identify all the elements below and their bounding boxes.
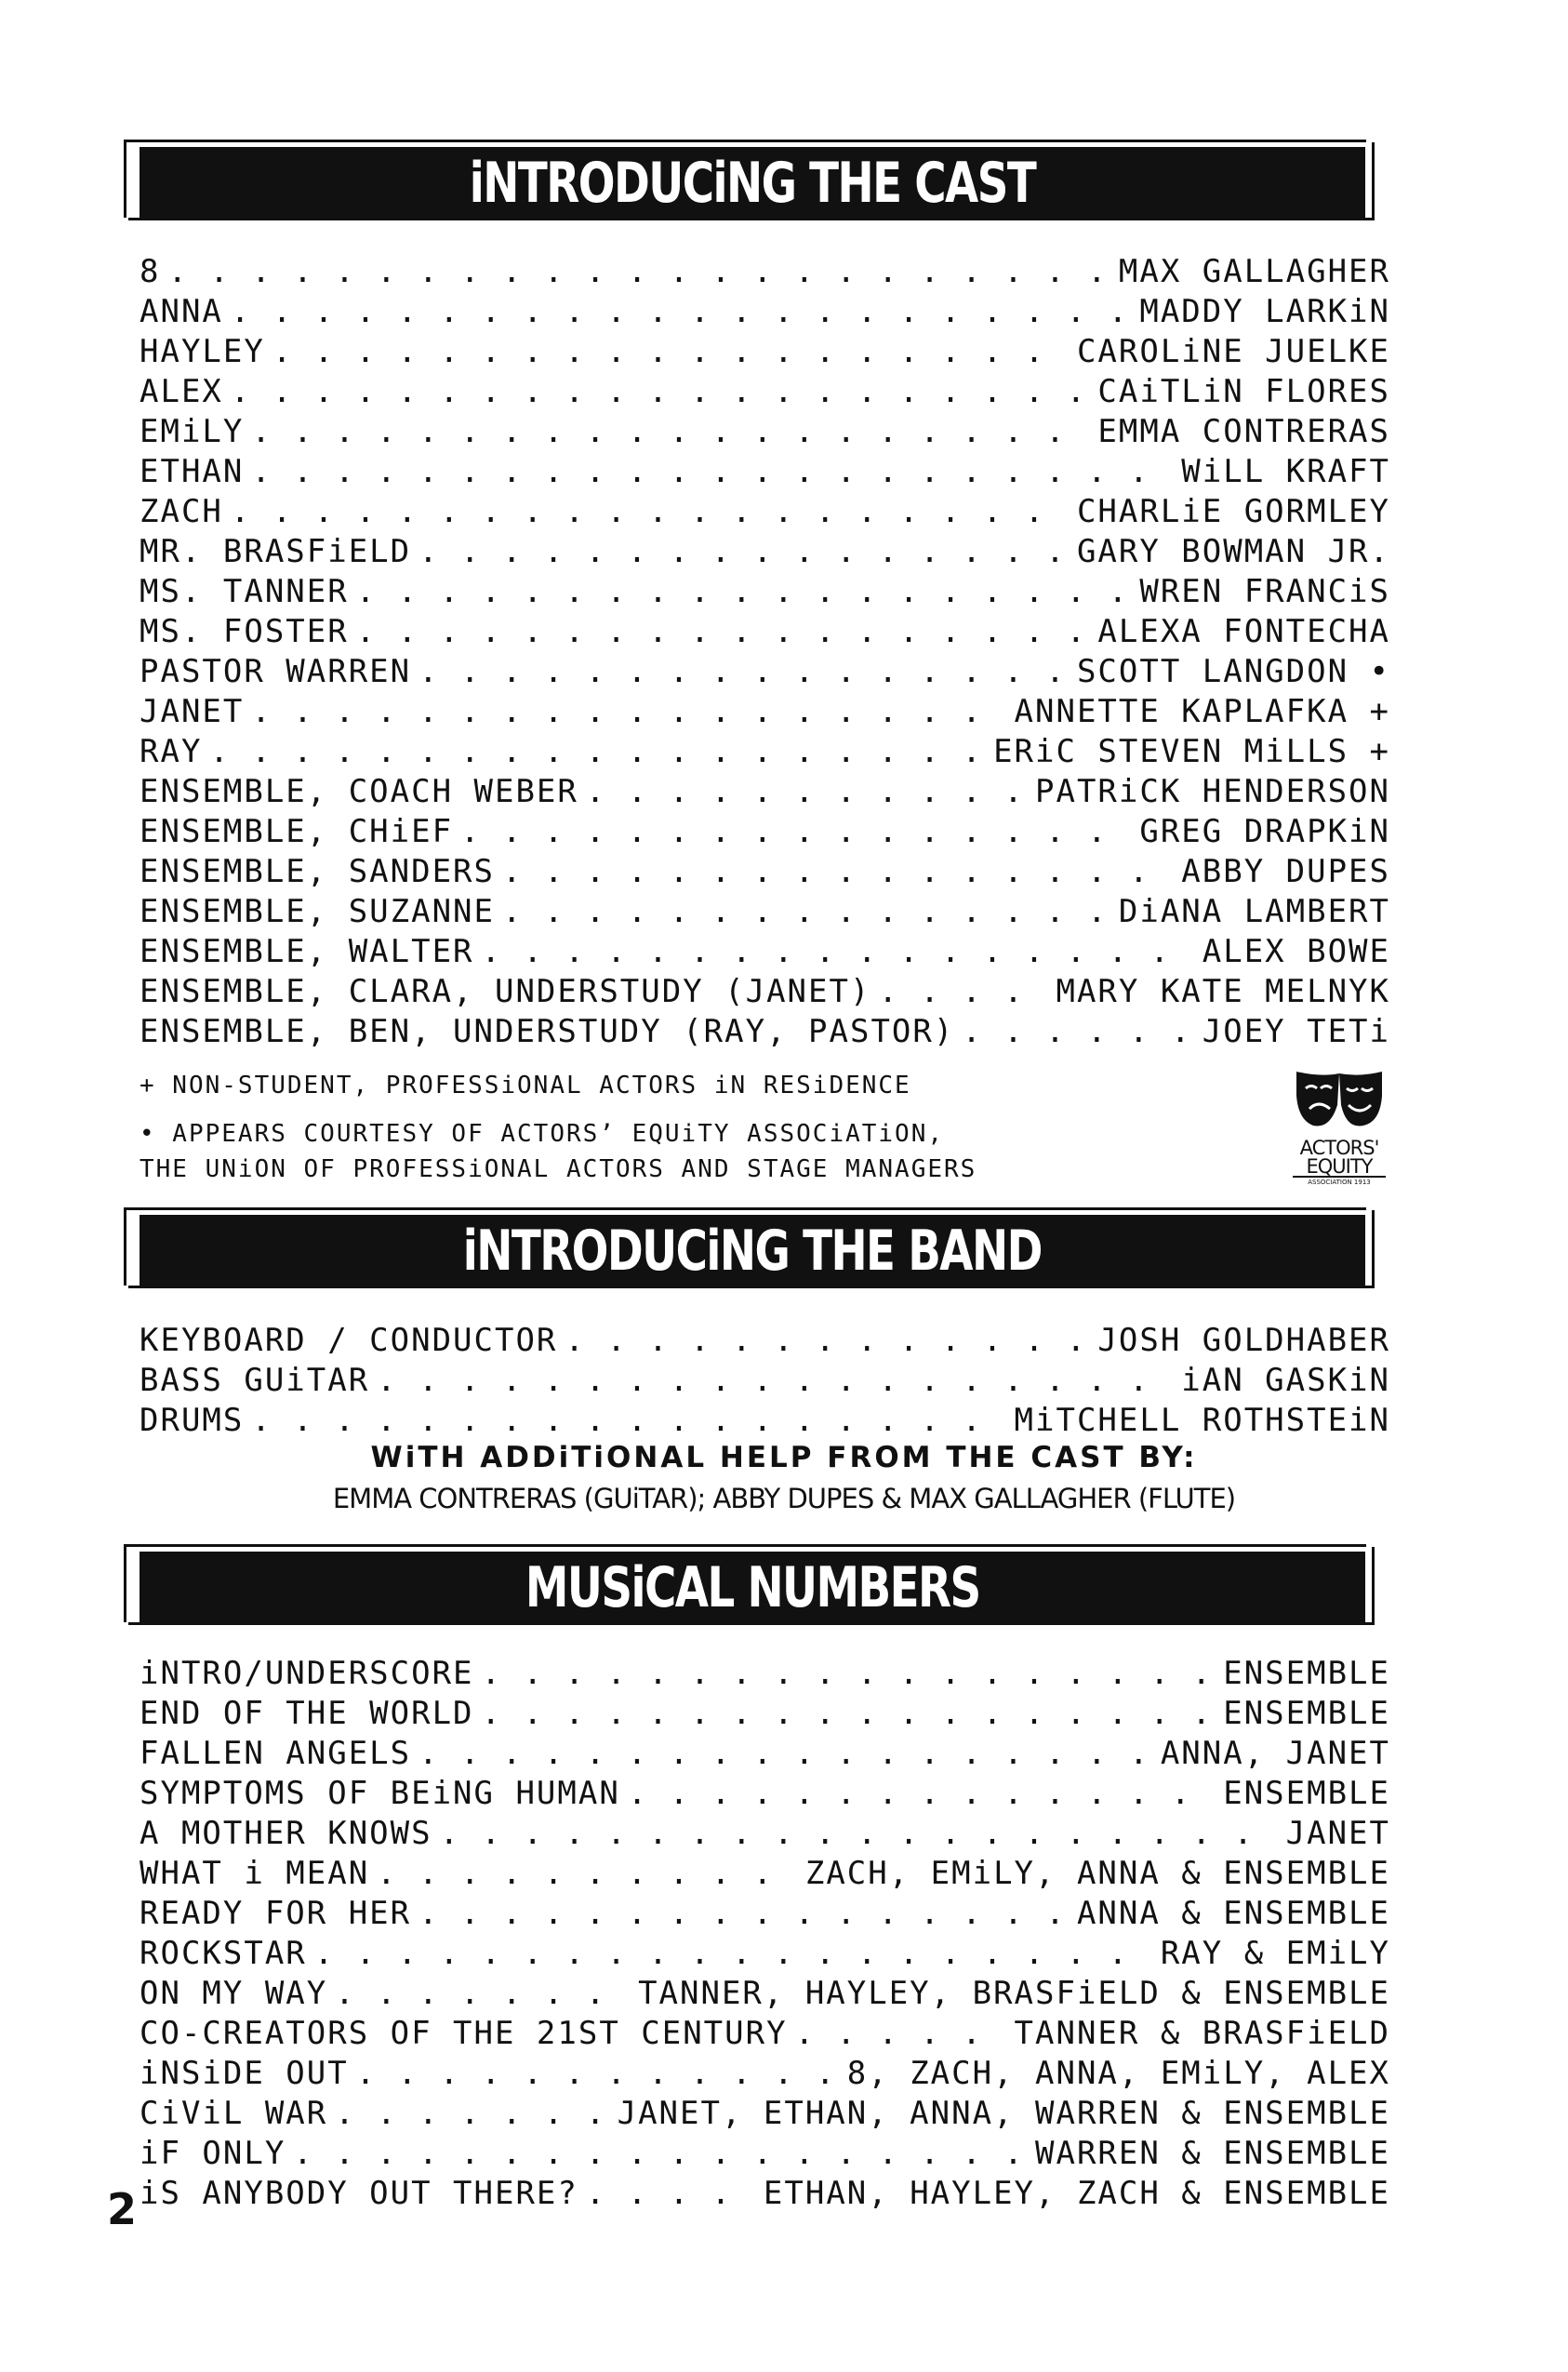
cast-row-right: MADDY LARKiN <box>1139 293 1390 330</box>
musical-number-row <box>140 1694 1390 1734</box>
dot-leader <box>231 292 1132 332</box>
musical-number-row-left: CiViL WAR <box>140 2095 328 2132</box>
musical-number-row <box>140 1734 1390 1774</box>
dot-leader <box>377 1361 1174 1401</box>
cast-row-right: ABBY DUPES <box>1181 853 1390 890</box>
musical-numbers-list <box>140 1654 1390 2214</box>
cast-row <box>140 332 1390 372</box>
musical-number-row-right: JANET, ETHAN, ANNA, WARREN & ENSEMBLE <box>617 2095 1390 2132</box>
cast-row <box>140 292 1390 332</box>
musical-number-row-left: iS ANYBODY OUT THERE? <box>140 2175 578 2212</box>
dot-leader <box>377 1854 798 1894</box>
cast-row <box>140 692 1390 732</box>
actors-equity-logo <box>1293 1068 1386 1184</box>
musical-number-row-right: ZACH, EMiLY, ANNA & ENSEMBLE <box>804 1855 1390 1892</box>
dot-leader <box>502 892 1111 932</box>
band-row-right: MiTCHELL ROTHSTEiN <box>1014 1402 1390 1439</box>
dot-leader <box>482 932 1195 972</box>
cast-row <box>140 812 1390 852</box>
cast-row <box>140 932 1390 972</box>
dot-leader <box>502 852 1174 892</box>
cast-row <box>140 252 1390 292</box>
cast-row-left: ENSEMBLE, COACH WEBER <box>140 773 578 810</box>
musical-number-row-left: CO-CREATORS OF THE 21ST CENTURY <box>140 2015 788 2052</box>
cast-row-right: ALEXA FONTECHA <box>1097 613 1390 650</box>
dot-leader <box>356 572 1133 612</box>
cast-row <box>140 372 1390 412</box>
dot-leader <box>356 612 1091 652</box>
dot-leader <box>251 1401 1006 1441</box>
musical-number-row <box>140 2094 1390 2134</box>
cast-row-left: ENSEMBLE, WALTER <box>140 933 474 970</box>
dot-leader <box>795 2014 1007 2054</box>
theatre-masks-icon <box>1293 1068 1386 1135</box>
dot-leader <box>356 2054 840 2094</box>
cast-row-left: ALEX <box>140 373 223 410</box>
musical-number-row <box>140 1854 1390 1894</box>
cast-row-right: MAX GALLAGHER <box>1118 253 1390 290</box>
dot-leader <box>419 1894 1070 1934</box>
cast-row-right: CAROLiNE JUELKE <box>1076 333 1390 370</box>
cast-row-left: ENSEMBLE, CHiEF <box>140 813 454 850</box>
cast-row-right: CAiTLiN FLORES <box>1097 373 1390 410</box>
musical-number-row-left: WHAT i MEAN <box>140 1855 370 1892</box>
musical-number-row-left: A MOTHER KNOWS <box>140 1815 432 1852</box>
band-row-left: KEYBOARD / CONDUCTOR <box>140 1322 558 1359</box>
cast-row-left: ETHAN <box>140 453 245 490</box>
cast-row-left: RAY <box>140 733 203 770</box>
musical-number-row <box>140 2014 1390 2054</box>
cast-row-right: WiLL KRAFT <box>1181 453 1390 490</box>
band-heading: iNTRODUCiNG THE BAND <box>140 1215 1365 1287</box>
musical-number-row <box>140 1894 1390 1934</box>
cast-row-left: ZACH <box>140 493 223 530</box>
cast-row-left: MS. TANNER <box>140 573 349 610</box>
musical-number-row <box>140 1654 1390 1694</box>
note-professional-actors: + NON-STUDENT, PROFESSiONAL ACTORS iN RESiDENCE <box>140 1072 911 1099</box>
dot-leader <box>962 1012 1194 1052</box>
additional-help-heading: WiTH ADDiTiONAL HELP FROM THE CAST BY: <box>370 1441 1198 1474</box>
dot-leader <box>293 2134 1028 2174</box>
cast-row <box>140 852 1390 892</box>
musical-number-row-left: iNSiDE OUT <box>140 2055 349 2092</box>
cast-row-left: ENSEMBLE, SUZANNE <box>140 893 495 930</box>
cast-row-right: CHARLiE GORMLEY <box>1076 493 1390 530</box>
band-row <box>140 1361 1390 1401</box>
dot-leader <box>878 972 1048 1012</box>
cast-row <box>140 452 1390 492</box>
cast-row <box>140 492 1390 532</box>
cast-row-right: GARY BOWMAN JR. <box>1076 533 1390 570</box>
musical-number-row <box>140 1774 1390 1814</box>
cast-row-left: ANNA <box>140 293 223 330</box>
dot-leader <box>482 1654 1216 1694</box>
dot-leader <box>314 1934 1153 1974</box>
cast-row <box>140 652 1390 692</box>
band-banner <box>124 1207 1375 1288</box>
musical-number-row <box>140 2134 1390 2174</box>
band-list <box>140 1321 1390 1441</box>
page-number: 2 <box>107 2184 138 2234</box>
musical-number-row-right: WARREN & ENSEMBLE <box>1035 2135 1390 2172</box>
dot-leader <box>167 252 1110 292</box>
cast-row-left: ENSEMBLE, BEN, UNDERSTUDY (RAY, PASTOR) <box>140 1013 955 1050</box>
cast-row-left: ENSEMBLE, SANDERS <box>140 853 495 890</box>
musical-number-row-left: iF ONLY <box>140 2135 286 2172</box>
dot-leader <box>272 332 1070 372</box>
cast-row <box>140 612 1390 652</box>
dot-leader <box>419 652 1070 692</box>
cast-row-right: JOEY TETi <box>1202 1013 1390 1050</box>
numbers-banner <box>124 1544 1375 1625</box>
cast-row-right: GREG DRAPKiN <box>1139 813 1390 850</box>
musical-number-row-left: ROCKSTAR <box>140 1935 307 1972</box>
cast-row <box>140 412 1390 452</box>
musical-number-row <box>140 1814 1390 1854</box>
musical-number-row-right: ENSEMBLE <box>1223 1775 1390 1812</box>
musical-number-row-right: TANNER & BRASFiELD <box>1014 2015 1390 2052</box>
musical-number-row-left: ON MY WAY <box>140 1975 328 2012</box>
cast-row <box>140 532 1390 572</box>
cast-row-right: EMMA CONTRERAS <box>1097 413 1390 450</box>
equity-logo-line3: ASSOCIATION 1913 <box>1308 1179 1371 1186</box>
dot-leader <box>460 812 1132 852</box>
cast-row-right: ERiC STEVEN MiLLS + <box>993 733 1390 770</box>
note-equity-courtesy-2: THE UNiON OF PROFESSiONAL ACTORS AND STAGE MANAGERS <box>140 1155 977 1183</box>
musical-number-row-right: ETHAN, HAYLEY, ZACH & ENSEMBLE <box>763 2175 1390 2212</box>
cast-row-right: PATRiCK HENDERSON <box>1035 773 1390 810</box>
musical-number-row-left: SYMPTOMS OF BEiNG HUMAN <box>140 1775 620 1812</box>
dot-leader <box>440 1814 1279 1854</box>
musical-number-row-right: ANNA & ENSEMBLE <box>1076 1895 1390 1932</box>
band-row-right: iAN GASKiN <box>1181 1362 1390 1399</box>
band-row <box>140 1401 1390 1441</box>
musical-number-row-right: 8, ZACH, ANNA, EMiLY, ALEX <box>846 2055 1390 2092</box>
band-row-right: JOSH GOLDHABER <box>1097 1322 1390 1359</box>
musical-number-row-left: FALLEN ANGELS <box>140 1735 412 1772</box>
musical-number-row-left: END OF THE WORLD <box>140 1695 474 1732</box>
musical-number-row <box>140 2054 1390 2094</box>
musical-number-row-left: iNTRO/UNDERSCORE <box>140 1655 474 1692</box>
musical-number-row-right: ANNA, JANET <box>1160 1735 1390 1772</box>
dot-leader <box>419 1734 1153 1774</box>
cast-heading: iNTRODUCiNG THE CAST <box>140 147 1365 220</box>
cast-row-left: MS. FOSTER <box>140 613 349 650</box>
dot-leader <box>628 1774 1216 1814</box>
cast-row-left: JANET <box>140 693 245 730</box>
musical-number-row <box>140 1974 1390 2014</box>
cast-banner <box>124 140 1375 220</box>
musical-number-row <box>140 1934 1390 1974</box>
cast-row-right: ALEX BOWE <box>1202 933 1390 970</box>
dot-leader <box>231 492 1070 532</box>
dot-leader <box>231 372 1091 412</box>
band-row <box>140 1321 1390 1361</box>
cast-row <box>140 1012 1390 1052</box>
dot-leader <box>251 452 1174 492</box>
note-equity-courtesy-1: • APPEARS COURTESY OF ACTORS’ EQUiTY ASSOCiATiON, <box>140 1120 945 1148</box>
equity-logo-line1: ACTORS' <box>1299 1137 1379 1159</box>
cast-list <box>140 252 1390 1052</box>
musical-number-row-right: TANNER, HAYLEY, BRASFiELD & ENSEMBLE <box>638 1975 1390 2012</box>
cast-row-right: WREN FRANCiS <box>1139 573 1390 610</box>
musical-number-row-left: READY FOR HER <box>140 1895 412 1932</box>
dot-leader <box>482 1694 1216 1734</box>
musical-number-row-right: RAY & EMiLY <box>1160 1935 1390 1972</box>
cast-row-left: ENSEMBLE, CLARA, UNDERSTUDY (JANET) <box>140 973 871 1010</box>
cast-row-right: ANNETTE KAPLAFKA + <box>1014 693 1390 730</box>
dot-leader <box>565 1321 1090 1361</box>
additional-help-text: EMMA CONTRERAS (GUiTAR); ABBY DUPES & MAX GALLAGHER (FLUTE) <box>332 1483 1236 1514</box>
cast-row-left: PASTOR WARREN <box>140 653 412 690</box>
cast-row <box>140 572 1390 612</box>
dot-leader <box>586 772 1028 812</box>
cast-row-left: HAYLEY <box>140 333 265 370</box>
cast-row <box>140 972 1390 1012</box>
dot-leader <box>335 1974 631 2014</box>
band-row-left: DRUMS <box>140 1402 245 1439</box>
cast-row-left: 8 <box>140 253 161 290</box>
numbers-heading: MUSiCAL NUMBERS <box>140 1552 1365 1624</box>
dot-leader <box>251 412 1090 452</box>
musical-number-row-right: ENSEMBLE <box>1223 1695 1390 1732</box>
cast-row-left: MR. BRASFiELD <box>140 533 412 570</box>
musical-number-row <box>140 2174 1390 2214</box>
band-row-left: BASS GUiTAR <box>140 1362 370 1399</box>
dot-leader <box>335 2094 609 2134</box>
dot-leader <box>251 692 1006 732</box>
cast-row-left: EMiLY <box>140 413 245 450</box>
cast-row-right: MARY KATE MELNYK <box>1056 973 1390 1010</box>
dot-leader <box>209 732 986 772</box>
cast-row-right: SCOTT LANGDON • <box>1076 653 1390 690</box>
cast-row-right: DiANA LAMBERT <box>1118 893 1390 930</box>
cast-row <box>140 892 1390 932</box>
dot-leader <box>586 2174 756 2214</box>
dot-leader <box>419 532 1070 572</box>
cast-row <box>140 772 1390 812</box>
cast-row <box>140 732 1390 772</box>
musical-number-row-right: ENSEMBLE <box>1223 1655 1390 1692</box>
equity-logo-line2: EQUITY <box>1293 1157 1386 1178</box>
musical-number-row-right: JANET <box>1285 1815 1390 1852</box>
